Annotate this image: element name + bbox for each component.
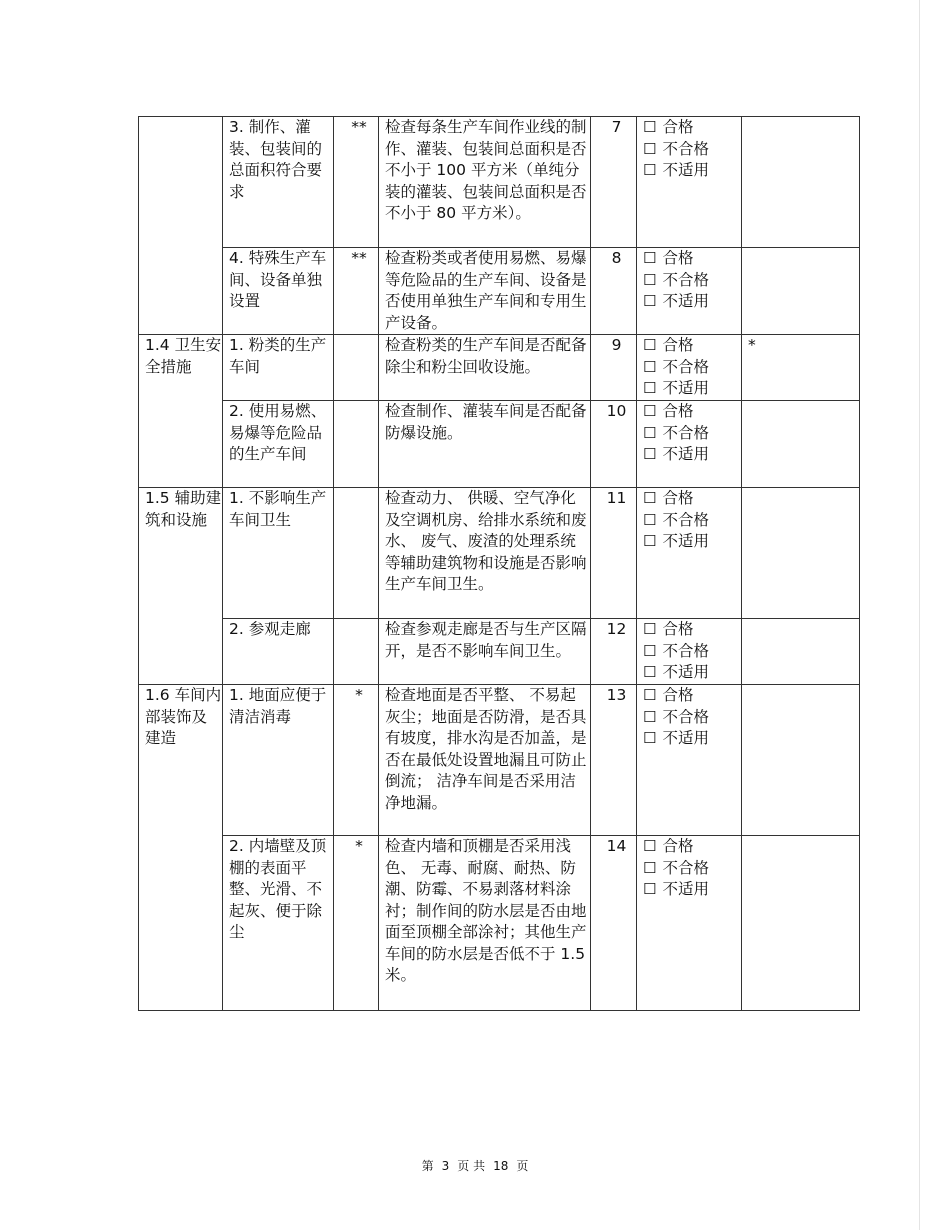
table-row xyxy=(139,117,860,248)
category-cell: 1.4 卫生安全措施 xyxy=(139,335,223,488)
checkbox-icon[interactable]: ☐ xyxy=(643,686,657,704)
result-option xyxy=(643,401,741,423)
checkbox-icon[interactable]: ☐ xyxy=(643,641,657,660)
result-cell xyxy=(637,335,742,401)
result-option xyxy=(643,270,741,292)
importance-cell xyxy=(334,401,379,488)
checkbox-icon[interactable]: ☐ xyxy=(643,510,657,529)
item-cell: 3. 制作、灌装、包装间的总面积符合要求 xyxy=(223,117,334,248)
footer-middle: 页 共 xyxy=(457,1159,486,1173)
result-option xyxy=(643,728,741,750)
checkbox-icon[interactable]: ☐ xyxy=(643,402,657,420)
note-cell xyxy=(742,685,860,836)
checkbox-icon[interactable]: ☐ xyxy=(643,336,657,354)
table-row xyxy=(139,836,860,1011)
result-option xyxy=(643,488,741,510)
option-label: 不合格 xyxy=(662,270,709,289)
note-cell xyxy=(742,619,860,685)
result-option xyxy=(643,335,741,357)
result-option xyxy=(643,879,741,901)
content-cell: 检查粉类或者使用易燃、易爆等危险品的生产车间、设备是否使用单独生产车间和专用生产设备。 xyxy=(379,248,591,335)
option-label: 不合格 xyxy=(662,139,709,158)
result-cell xyxy=(637,248,742,335)
number-cell: 13 xyxy=(591,685,637,836)
importance-cell xyxy=(334,335,379,401)
number-cell: 14 xyxy=(591,836,637,1011)
checkbox-icon[interactable]: ☐ xyxy=(643,837,657,855)
content-cell: 检查动力、 供暖、空气净化及空调机房、给排水系统和废水、 废气、废渣的处理系统等辅助建筑物和设施是否影响生产车间卫生。 xyxy=(379,488,591,619)
result-option xyxy=(643,531,741,553)
number-cell: 12 xyxy=(591,619,637,685)
item-cell: 1. 不影响生产车间卫生 xyxy=(223,488,334,619)
content-cell: 检查制作、灌装车间是否配备防爆设施。 xyxy=(379,401,591,488)
option-label: 不适用 xyxy=(662,880,709,898)
checkbox-icon[interactable]: ☐ xyxy=(643,880,657,898)
checkbox-icon[interactable]: ☐ xyxy=(643,270,657,289)
option-label: 不适用 xyxy=(662,663,709,681)
result-option xyxy=(643,291,741,313)
checkbox-icon[interactable]: ☐ xyxy=(643,139,657,158)
result-cell xyxy=(637,836,742,1011)
item-cell: 2. 使用易燃、易爆等危险品的生产车间 xyxy=(223,401,334,488)
footer-suffix: 页 xyxy=(516,1159,529,1173)
option-label: 不合格 xyxy=(662,858,709,877)
checkbox-icon[interactable]: ☐ xyxy=(643,858,657,877)
number-cell: 8 xyxy=(591,248,637,335)
content-cell: 检查粉类的生产车间是否配备除尘和粉尘回收设施。 xyxy=(379,335,591,401)
footer-prefix: 第 xyxy=(421,1159,434,1173)
result-option xyxy=(643,357,741,379)
note-cell xyxy=(742,401,860,488)
category-cell: 1.5 辅助建筑和设施 xyxy=(139,488,223,685)
result-option xyxy=(643,423,741,445)
inspection-table xyxy=(138,116,860,1011)
option-label: 不合格 xyxy=(662,707,709,726)
option-label: 合格 xyxy=(662,686,694,704)
option-label: 不适用 xyxy=(662,161,709,179)
checkbox-icon[interactable]: ☐ xyxy=(643,532,657,550)
number-cell: 10 xyxy=(591,401,637,488)
importance-cell: * xyxy=(334,836,379,1011)
result-cell xyxy=(637,685,742,836)
option-label: 不适用 xyxy=(662,445,709,463)
content-cell: 检查参观走廊是否与生产区隔开，是否不影响车间卫生。 xyxy=(379,619,591,685)
option-label: 合格 xyxy=(662,336,694,354)
option-label: 合格 xyxy=(662,837,694,855)
content-cell: 检查内墙和顶棚是否采用浅色、 无毒、耐腐、耐热、防潮、防霉、不易剥落材料涂衬；制作间的防水层是否由地面至顶棚全部涂衬；其他生产车间的防水层是否低不于 1.5 米。 xyxy=(379,836,591,1011)
category-cell: 1.6 车间内部装饰及建造 xyxy=(139,685,223,1011)
table-row xyxy=(139,488,860,619)
footer-total-pages: 18 xyxy=(493,1159,509,1173)
option-label: 不适用 xyxy=(662,532,709,550)
number-cell: 9 xyxy=(591,335,637,401)
item-cell: 4. 特殊生产车间、设备单独设置 xyxy=(223,248,334,335)
result-option xyxy=(643,707,741,729)
category-cell xyxy=(139,117,223,335)
option-label: 不适用 xyxy=(662,379,709,397)
checkbox-icon[interactable]: ☐ xyxy=(643,620,657,638)
table-row xyxy=(139,248,860,335)
option-label: 不合格 xyxy=(662,510,709,529)
result-option xyxy=(643,662,741,684)
checkbox-icon[interactable]: ☐ xyxy=(643,292,657,310)
result-option xyxy=(643,139,741,161)
option-label: 合格 xyxy=(662,489,694,507)
result-option xyxy=(643,248,741,270)
result-cell xyxy=(637,401,742,488)
footer-page-number: 3 xyxy=(441,1159,450,1173)
checkbox-icon[interactable]: ☐ xyxy=(643,249,657,267)
option-label: 合格 xyxy=(662,402,694,420)
table-row xyxy=(139,401,860,488)
page-footer xyxy=(0,1157,950,1174)
result-option xyxy=(643,378,741,400)
result-option xyxy=(643,117,741,139)
checkbox-icon[interactable]: ☐ xyxy=(643,729,657,747)
note-cell xyxy=(742,836,860,1011)
item-cell: 1. 地面应便于清洁消毒 xyxy=(223,685,334,836)
checkbox-icon[interactable]: ☐ xyxy=(643,118,657,136)
importance-cell: ** xyxy=(334,117,379,248)
result-option xyxy=(643,685,741,707)
item-cell: 2. 参观走廊 xyxy=(223,619,334,685)
table-row xyxy=(139,685,860,836)
result-option xyxy=(643,641,741,663)
item-cell: 1. 粉类的生产车间 xyxy=(223,335,334,401)
item-cell: 2. 内墙壁及顶棚的表面平整、光滑、不起灰、便于除尘 xyxy=(223,836,334,1011)
result-option xyxy=(643,510,741,532)
table-row xyxy=(139,619,860,685)
content-cell: 检查地面是否平整、 不易起灰尘；地面是否防滑，是否具有坡度，排水沟是否加盖，是否在最低处设置地漏且可防止倒流； 洁净车间是否采用洁净地漏。 xyxy=(379,685,591,836)
option-label: 不合格 xyxy=(662,641,709,660)
importance-cell xyxy=(334,488,379,619)
checkbox-icon[interactable]: ☐ xyxy=(643,423,657,442)
option-label: 不适用 xyxy=(662,729,709,747)
option-label: 合格 xyxy=(662,249,694,267)
result-option xyxy=(643,619,741,641)
option-label: 不适用 xyxy=(662,292,709,310)
result-cell xyxy=(637,117,742,248)
checkbox-icon[interactable]: ☐ xyxy=(643,489,657,507)
note-cell: * xyxy=(742,335,860,401)
result-option xyxy=(643,160,741,182)
result-option xyxy=(643,858,741,880)
option-label: 合格 xyxy=(662,620,694,638)
importance-cell: * xyxy=(334,685,379,836)
checkbox-icon[interactable]: ☐ xyxy=(643,161,657,179)
option-label: 不合格 xyxy=(662,357,709,376)
checkbox-icon[interactable]: ☐ xyxy=(643,707,657,726)
number-cell: 11 xyxy=(591,488,637,619)
number-cell: 7 xyxy=(591,117,637,248)
checkbox-icon[interactable]: ☐ xyxy=(643,663,657,681)
checkbox-icon[interactable]: ☐ xyxy=(643,357,657,376)
importance-cell xyxy=(334,619,379,685)
option-label: 不合格 xyxy=(662,423,709,442)
table-row xyxy=(139,335,860,401)
content-cell: 检查每条生产车间作业线的制作、灌装、包装间总面积是否不小于 100 平方米（单纯分装的灌装、包装间总面积是否不小于 80 平方米）。 xyxy=(379,117,591,248)
result-cell xyxy=(637,488,742,619)
result-option xyxy=(643,836,741,858)
option-label: 合格 xyxy=(662,118,694,136)
note-cell xyxy=(742,117,860,248)
note-cell xyxy=(742,488,860,619)
result-option xyxy=(643,444,741,466)
checkbox-icon[interactable]: ☐ xyxy=(643,379,657,397)
result-cell xyxy=(637,619,742,685)
importance-cell: ** xyxy=(334,248,379,335)
note-cell xyxy=(742,248,860,335)
checkbox-icon[interactable]: ☐ xyxy=(643,445,657,463)
page-edge-line xyxy=(919,0,920,1230)
